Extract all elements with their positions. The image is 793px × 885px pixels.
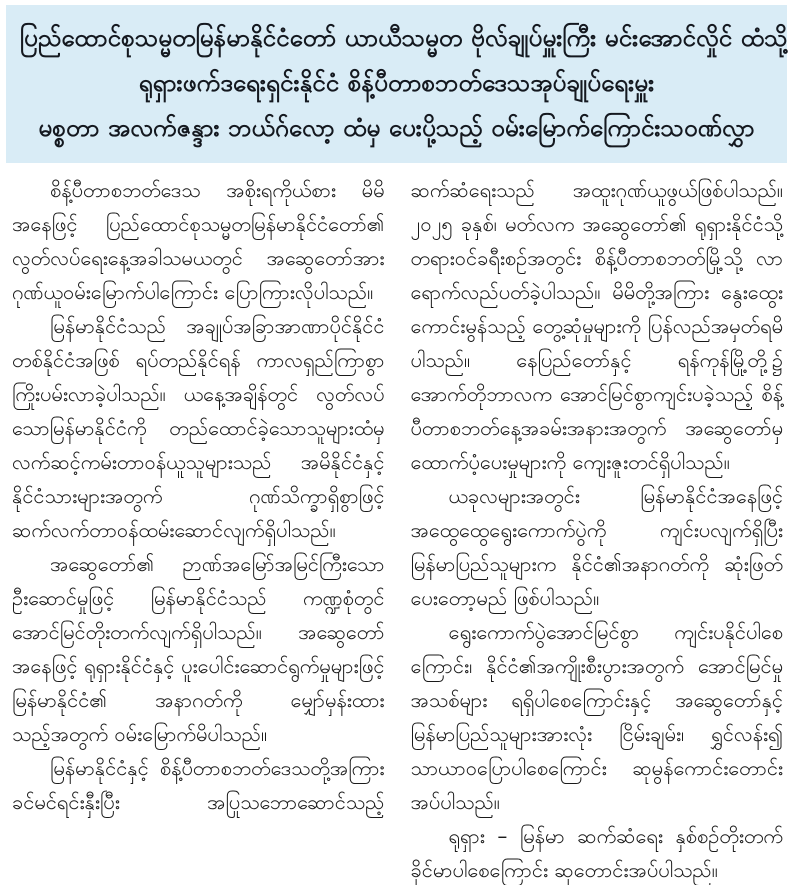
paragraph: ရွေးကောက်ပွဲအောင်မြင်စွာ ကျင်းပနိုင်ပါစေကြောင်း၊ နိုင်ငံ၏အကျိုးစီးပွားအတွက် အောင်မြင်မှုအသစ်များ ရရှိပါစေကြောင်းနှင့် အဆွေတော်နှင့် မြန်မာပြည်သူများအားလုံး ငြိမ်းချမ်း၊ ရွှင်လန်း၍ သာယာဝပြောပါစေကြောင်း ဆုမွန်ကောင်းတောင်းအပ်ပါသည်။ <box>410 620 783 814</box>
article-body <box>6 163 787 885</box>
text-column-right <box>411 173 784 885</box>
paragraph: စိန့်ပီတာစဘတ်ဒေသ အစိုးရကိုယ်စား မိမိအနေဖြင့် ပြည်ထောင်စုသမ္မတမြန်မာနိုင်ငံတော်၏ လွတ်လပ်ရေးနေ့အခါသမယတွင် အဆွေတော်အား ဂုဏ်ယူဝမ်းမြောက်ပါကြောင်း ပြောကြားလိုပါသည်။ <box>12 178 385 304</box>
header-line-3: မစ္စတာ အလက်ဇန္ဒား ဘယ်ဂ်လော့ ထံမှ ပေးပို့သည့် ဝမ်းမြောက်ကြောင်းသဝဏ်လွှာ <box>38 113 755 142</box>
article-header-banner <box>6 5 787 163</box>
header-line-1: ပြည်ထောင်စုသမ္မတမြန်မာနိုင်ငံတော် ယာယီသမ္မတ ဗိုလ်ချုပ်မှူးကြီး မင်းအောင်လှိုင် ထံသို့ <box>20 23 788 52</box>
paragraph: မြန်မာနိုင်ငံသည် အချုပ်အခြာအာဏာပိုင်နိုင်ငံတစ်နိုင်ငံအဖြစ် ရပ်တည်နိုင်ရန် ကာလရှည်ကြာစွာ ကြိုးပမ်းလာခဲ့ပါသည်။ ယနေ့အချိန်တွင် လွတ်လပ်သောမြန်မာနိုင်ငံကို တည်ထောင်ခဲ့သောသူများထံမှ လက်ဆင့်ကမ်းတာဝန်ယူသူများသည် အမိနိုင်ငံနှင့် နိုင်ငံသားများအတွက် ဂုဏ်သိက္ခာရှိစွာဖြင့် ဆက်လက်တာဝန်ထမ်းဆောင်လျက်ရှိပါသည်။ <box>12 314 385 542</box>
text-column-left <box>12 173 385 885</box>
paragraph: ယခုလများအတွင်း မြန်မာနိုင်ငံအနေဖြင့် အထွေထွေရွေးကောက်ပွဲကို ကျင်းပလျက်ရှိပြီး မြန်မာပြည်သူများက နိုင်ငံ၏အနာဂတ်ကို ဆုံးဖြတ်ပေးတော့မည် ဖြစ်ပါသည်။ <box>410 484 783 610</box>
paragraph: ရုရှား – မြန်မာ ဆက်ဆံရေး နှစ်စဉ်တိုးတက်ခိုင်မာပါစေကြောင်း ဆုတောင်းအပ်ပါသည်။ <box>410 824 783 882</box>
paragraph: မြန်မာနိုင်ငံနှင့် စိန့်ပီတာစဘတ်ဒေသတို့အကြား ခင်မင်ရင်းနှီးပြီး အပြုသဘောဆောင်သည့် <box>12 756 385 814</box>
paragraph: ဆက်ဆံရေးသည် အထူးဂုဏ်ယူဖွယ်ဖြစ်ပါသည်။ ၂၀၂၅ ခုနှစ်၊ မတ်လက အဆွေတော်၏ ရုရှားနိုင်ငံသို့ တရားဝင်ခရီးစဉ်အတွင်း စိန့်ပီတာစဘတ်မြို့သို့ လာရောက်လည်ပတ်ခဲ့ပါသည်။ မိမိတို့အကြား နွေးထွေးကောင်းမွန်သည့် တွေ့ဆုံမှုများကို ပြန်လည်အမှတ်ရမိပါသည်။ နေပြည်တော်နှင့် ရန်ကုန်မြို့တို့၌ အောက်တိုဘာလက အောင်မြင်စွာကျင်းပခဲ့သည့် စိန့်ပီတာစဘတ်နေ့အခမ်းအနားအတွက် အဆွေတော်မှ ထောက်ပံ့ပေးမှုများကို ကျေးဇူးတင်ရှိပါသည်။ <box>410 178 783 474</box>
header-line-2: ရုရှားဖက်ဒရေးရှင်းနိုင်ငံ စိန့်ပီတာစဘတ်ဒေသအုပ်ချုပ်ရေးမှူး <box>138 68 655 97</box>
paragraph: အဆွေတော်၏ ဉာဏ်အမြော်အမြင်ကြီးသော ဦးဆောင်မှုဖြင့် မြန်မာနိုင်ငံသည် ကဏ္ဍစုံတွင် အောင်မြင်တိုးတက်လျက်ရှိပါသည်။ အဆွေတော်အနေဖြင့် ရုရှားနိုင်ငံနှင့် ပူးပေါင်းဆောင်ရွက်မှုများဖြင့် မြန်မာနိုင်ငံ၏ အနာဂတ်ကို မျှော်မှန်းထားသည့်အတွက် ဝမ်းမြောက်မိပါသည်။ <box>12 552 385 746</box>
